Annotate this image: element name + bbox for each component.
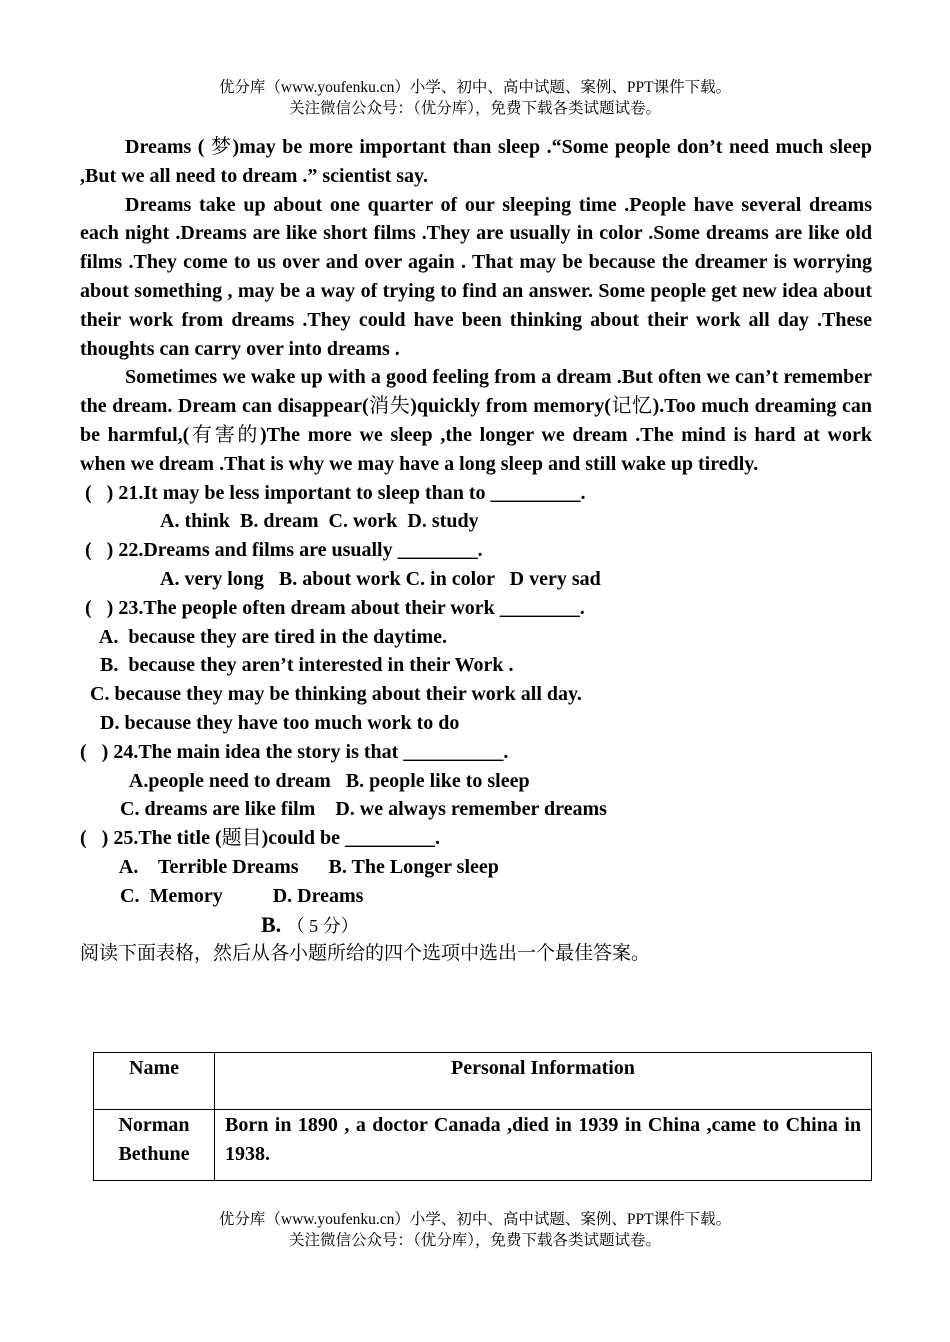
question-24-options-row-2: C. dreams are like film D. we always remember dreams bbox=[80, 798, 607, 821]
table-row bbox=[94, 1110, 872, 1181]
passage-paragraph-3 bbox=[80, 363, 872, 478]
section-b-points: （ 5 分） bbox=[286, 915, 359, 936]
question-23-option-d: D. because they have too much work to do bbox=[80, 711, 460, 734]
p3-text-c: ).Too much dreaming can be harmful,( bbox=[80, 395, 872, 446]
page-header bbox=[0, 77, 950, 119]
question-21-options: A. think B. dream C. work D. study bbox=[160, 510, 479, 533]
name-last: Bethune bbox=[118, 1142, 190, 1165]
header-line-1: 优分库（www.youfenku.cn）小学、初中、高中试题、案例、PPT课件下载。 bbox=[218, 79, 732, 96]
question-24-stem: ( ) 24.The main idea the story is that __________. bbox=[80, 740, 509, 763]
section-b-instruction: 阅读下面表格，然后从各小题所给的四个选项中选出一个最佳答案。 bbox=[80, 943, 651, 965]
table-header-info: Personal Information bbox=[215, 1053, 872, 1110]
table-cell-info: Born in 1890 , a doctor Canada ,died in 1939 in China ,came to China in 1938. bbox=[215, 1110, 872, 1181]
q25-stem-a: ( ) 25.The title ( bbox=[80, 827, 222, 850]
page-footer bbox=[0, 1209, 950, 1251]
p1-chinese-gloss: 梦 bbox=[210, 136, 233, 158]
p3-gloss-1: 消失 bbox=[368, 395, 411, 418]
passage-paragraph-1 bbox=[80, 133, 872, 191]
p3-gloss-3: 有害的 bbox=[189, 423, 261, 446]
p3-text-d: )The more we sleep ,the longer we dream .The mind is hard at work when we dream .That is why we may have a long sleep and still wake up tiredly. bbox=[80, 423, 873, 475]
table-header-name: Name bbox=[94, 1053, 215, 1110]
p3-text-b: )quickly from memory( bbox=[410, 395, 611, 418]
question-23-option-c: C. because they may be thinking about their work all day. bbox=[80, 683, 582, 706]
question-23-option-a: A. because they are tired in the daytime. bbox=[80, 625, 448, 648]
section-b-label: B. bbox=[261, 911, 282, 937]
p3-text-a: Sometimes we wake up with a good feeling from a dream .But often we can’t remember the dream. Dream can disappear( bbox=[80, 366, 872, 418]
question-22-stem: ( ) 22.Dreams and films are usually ________. bbox=[80, 539, 483, 562]
question-25-stem bbox=[80, 824, 872, 853]
p3-gloss-2: 记忆 bbox=[610, 395, 653, 418]
question-22-options: A. very long B. about work C. in color D very sad bbox=[160, 567, 601, 590]
q25-gloss: 题目 bbox=[221, 827, 262, 850]
question-21-stem: ( ) 21.It may be less important to sleep than to _________. bbox=[80, 481, 586, 504]
personal-info-table bbox=[93, 1052, 872, 1181]
footer-line-1: 优分库（www.youfenku.cn）小学、初中、高中试题、案例、PPT课件下载。 bbox=[218, 1211, 732, 1228]
question-25-options-row-2: C. Memory D. Dreams bbox=[80, 884, 364, 907]
table-cell-name bbox=[94, 1110, 215, 1181]
table-header-row bbox=[94, 1053, 872, 1110]
section-b-heading bbox=[80, 911, 872, 941]
q25-stem-b: )could be _________. bbox=[261, 827, 440, 850]
question-25-options-row-1: A. Terrible Dreams B. The Longer sleep bbox=[80, 855, 499, 878]
header-line-2: 关注微信公众号：（优分库），免费下载各类试题试卷。 bbox=[288, 100, 661, 117]
question-23-option-b: B. because they aren’t interested in their Work . bbox=[80, 654, 514, 677]
name-first: Norman bbox=[118, 1114, 190, 1136]
footer-line-2: 关注微信公众号：（优分库），免费下载各类试题试卷。 bbox=[288, 1232, 661, 1249]
reading-section bbox=[80, 133, 872, 969]
question-24-options-row-1: A.people need to dream B. people like to sleep bbox=[80, 769, 530, 792]
question-23-stem: ( ) 23.The people often dream about their work ________. bbox=[80, 596, 585, 619]
p1-text-b: )may be more important than sleep .“Some people don’t need much sleep ,But we all need to dream .” scientist say. bbox=[80, 136, 872, 187]
passage-paragraph-2: Dreams take up about one quarter of our sleeping time .People have several dreams each night .Dreams are like short films .They are usually in color .Some dreams are like old films .They come to us over and over again . That may be because the dreamer is worrying about something , may be a way of trying to find an answer. Some people get new idea about their work from dreams .They could have been thinking about their work all day .These thoughts can carry over into dreams . bbox=[80, 193, 872, 360]
p1-text-a: Dreams ( bbox=[125, 136, 211, 158]
